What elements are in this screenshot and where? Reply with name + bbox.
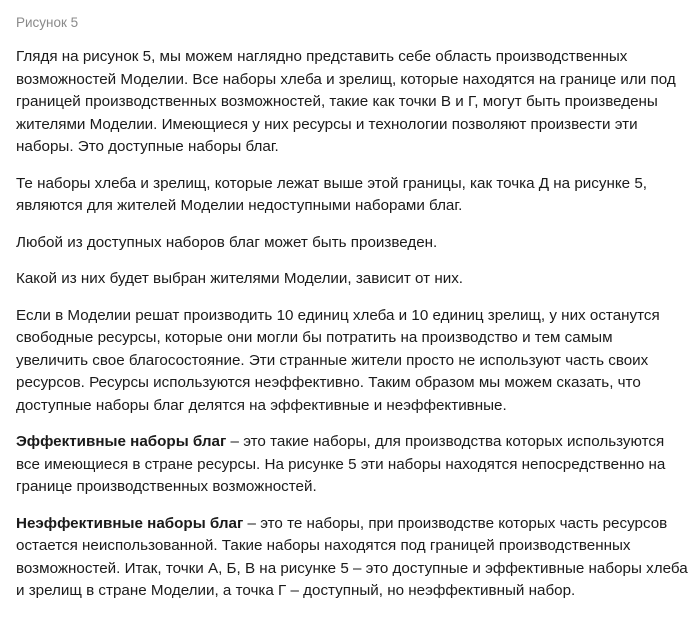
paragraph-text: Любой из доступных наборов благ может быть произведен. <box>16 233 438 251</box>
paragraph-inefficient-definition <box>16 513 688 603</box>
paragraph-efficient-definition <box>16 431 688 499</box>
paragraph-2 <box>16 173 688 218</box>
paragraph-text: Если в Моделии решат производить 10 единиц хлеба и 10 единиц зрелищ, у них останутся свободные ресурсы, которые они могли бы потратить на производство и тем самым увеличить свое благосостояние. Эти странные жители просто не используют часть своих ресурсов. Ресурсы используются неэффективно. Таким образом мы можем сказать, что доступные наборы благ делятся на эффективные и неэффективные. <box>16 306 660 414</box>
paragraph-4 <box>16 268 688 291</box>
paragraph-text: Те наборы хлеба и зрелищ, которые лежат выше этой границы, как точка Д на рисунке 5, являются для жителей Моделии недоступными наборами благ. <box>16 174 648 214</box>
paragraph-text: Какой из них будет выбран жителями Моделии, зависит от них. <box>16 270 464 287</box>
paragraph-text: Глядя на рисунок 5, мы можем наглядно представить себе область производственных возможностей Моделии. Все наборы хлеба и зрелищ, которые находятся на границе или под границей производственных возможностей, такие как точки В и Г, могут быть произведены жителями Моделии. Имеющиеся у них ресурсы и технологии позволяют произвести эти наборы. Это доступные наборы благ. <box>16 48 676 155</box>
paragraph-text: – это такие наборы, для производства которых используются все имеющиеся в стране ресурсы. На рисунке 5 эти наборы находятся непосредственно на границе производственных возможностей. <box>16 433 666 495</box>
paragraph-3 <box>16 232 688 255</box>
figure-caption: Рисунок 5 <box>16 15 79 30</box>
paragraph-text: – это те наборы, при производстве которых часть ресурсов остается неиспользованной. Такие наборы находятся под границей производственных возможностей. Итак, точки А, Б, В на рисунке 5 – это доступные и эффективные наборы хлеба и зрелищ в стране Моделии, а точка Г – доступный, но неэффективный набор. <box>16 514 688 599</box>
paragraph-5 <box>16 305 688 418</box>
term-efficient-sets: Эффективные наборы благ <box>16 433 227 450</box>
term-inefficient-sets: Неэффективные наборы благ <box>16 514 244 532</box>
paragraph-1 <box>16 46 688 159</box>
